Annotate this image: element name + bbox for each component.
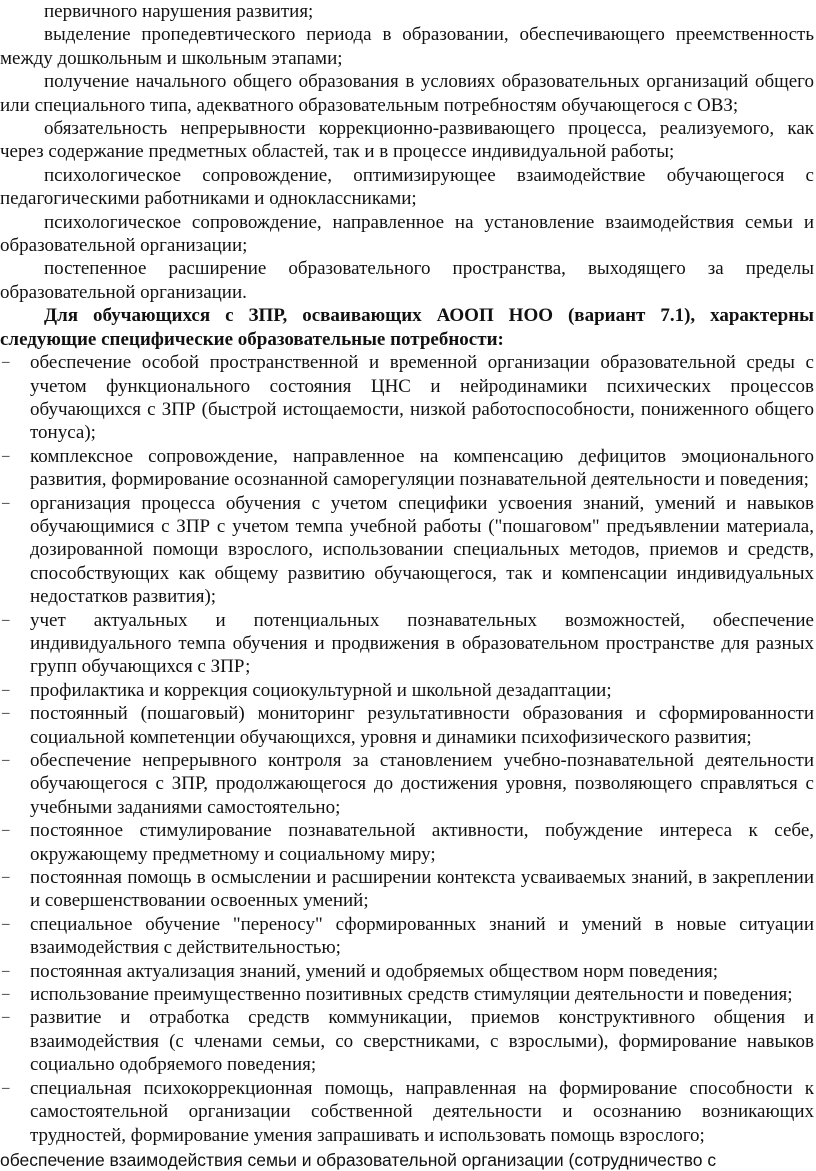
list-item-text: постоянная актуализация знаний, умений и одобряемых обществом норм поведения; xyxy=(30,960,718,982)
list-item-text: комплексное сопровождение, направленное на компенсацию дефицитов эмоционального развития, формирование осознанной саморегуляции познавательной деятельности и поведения; xyxy=(30,445,814,491)
section-heading: Для обучающихся с ЗПР, осваивающих АООП НОО (вариант 7.1), характерны следующие специфические образовательные потребности: xyxy=(0,305,814,350)
paragraph: первичного нарушения развития; xyxy=(44,1,314,22)
dash-marker: – xyxy=(2,354,10,371)
list-item-text: учет актуальных и потенциальных познавательных возможностей, обеспечение индивидуального темпа обучения и продвижения в образовательном пространстве для разных групп обучающихся с ЗПР; xyxy=(30,609,814,678)
list-item-text: постоянное стимулирование познавательной активности, побуждение интереса к себе, окружающему предметному и социальному миру; xyxy=(30,820,814,865)
list-item-text: обеспечение непрерывного контроля за становлением учебно-познавательной деятельности обучающегося с ЗПР, продолжающегося до достижения уровня, позволяющего справляться с учебными заданиями самостоятельно; xyxy=(30,750,814,818)
paragraph: выделение пропедевтического периода в образовании, обеспечивающего преемственность между дошкольным и школьным этапами; xyxy=(0,24,814,69)
continuation-line: обеспечение взаимодействия семьи и образовательной организации (сотрудничество с xyxy=(0,1149,717,1170)
list-item-text: постоянная помощь в осмыслении и расширении контекста усваиваемых знаний, в закреплении и совершенствовании освоенных умений; xyxy=(30,867,814,912)
paragraph: психологическое сопровождение, направленное на установление взаимодействия семьи и образовательной организации; xyxy=(0,211,814,257)
list-item xyxy=(0,749,816,819)
list-item xyxy=(0,702,816,749)
list-item xyxy=(0,492,816,609)
dash-marker: – xyxy=(2,822,10,839)
dash-marker: – xyxy=(2,986,10,1003)
list-item-text: специальная психокоррекционная помощь, направленная на формирование способности к самостоятельной организации собственной деятельности и осознанию возникающих трудностей, формирование умения запрашивать и использовать помощь взрослого; xyxy=(30,1077,814,1146)
paragraph: получение начального общего образования в условиях образовательных организаций общего или специального типа, адекватного образовательным потребностям обучающегося с ОВЗ; xyxy=(0,71,814,116)
dash-marker: – xyxy=(2,494,10,511)
list-item xyxy=(0,983,816,1006)
list-item-text: организация процесса обучения с учетом специфики усвоения знаний, умений и навыков обучающимися с ЗПР с учетом темпа учебной работы ("пошаговом" предъявлении материала, дозированной помощи взрослого, использовании специальных методов, приемов и средств, способствующих как общему развитию обучающегося, так и компенсации индивидуальных недостатков развития); xyxy=(30,492,814,608)
intro-paragraphs xyxy=(0,0,816,304)
list-item xyxy=(0,445,816,492)
list-item xyxy=(0,679,816,702)
paragraph: психологическое сопровождение, оптимизирующее взаимодействие обучающегося с педагогическими работниками и одноклассниками; xyxy=(0,164,814,210)
paragraph: обязательность непрерывности коррекционно-развивающего процесса, реализуемого, как через содержание предметных областей, так и в процессе индивидуальной работы; xyxy=(0,118,814,163)
dash-marker: – xyxy=(2,681,10,698)
list-item-text: специальное обучение "переносу" сформированных знаний и умений в новые ситуации взаимодействия с действительностью; xyxy=(30,913,814,959)
list-item-text: развитие и отработка средств коммуникации, приемов конструктивного общения и взаимодействия (с членами семьи, со сверстниками, с взрослыми), формирование навыков социально одобряемого поведения; xyxy=(30,1007,814,1076)
dash-marker: – xyxy=(2,1079,10,1096)
dash-marker: – xyxy=(2,962,10,979)
list-item-text: использование преимущественно позитивных средств стимуляции деятельности и поведения; xyxy=(30,984,793,1006)
dash-marker: – xyxy=(2,1009,10,1026)
dash-marker: – xyxy=(2,705,10,722)
dash-marker: – xyxy=(2,752,10,768)
paragraph: постепенное расширение образовательного пространства, выходящего за пределы образовательной организации. xyxy=(0,258,814,303)
dash-marker: – xyxy=(2,915,10,932)
list-item xyxy=(0,1077,816,1147)
list-item xyxy=(0,609,816,679)
list-item xyxy=(0,913,816,960)
list-item xyxy=(0,1006,816,1076)
list-item xyxy=(0,866,816,913)
dash-marker: – xyxy=(2,869,10,886)
list-item-text: постоянный (пошаговый) мониторинг результативности образования и сформированности социальной компетенции обучающихся, уровня и динамики психофизического развития; xyxy=(30,703,814,748)
dash-marker: – xyxy=(2,611,10,628)
list-item xyxy=(0,351,816,445)
list-item xyxy=(0,960,816,983)
needs-list xyxy=(0,351,816,1147)
dash-marker: – xyxy=(2,447,10,464)
list-item xyxy=(0,819,816,866)
list-item-text: обеспечение особой пространственной и временной организации образовательной среды с учетом функционального состояния ЦНС и нейродинамики психических процессов обучающихся с ЗПР (быстрой истощаемости, низкой работоспособности, пониженного общего тонуса); xyxy=(30,352,814,444)
list-item-text: профилактика и коррекция социокультурной и школьной дезадаптации; xyxy=(30,679,612,701)
